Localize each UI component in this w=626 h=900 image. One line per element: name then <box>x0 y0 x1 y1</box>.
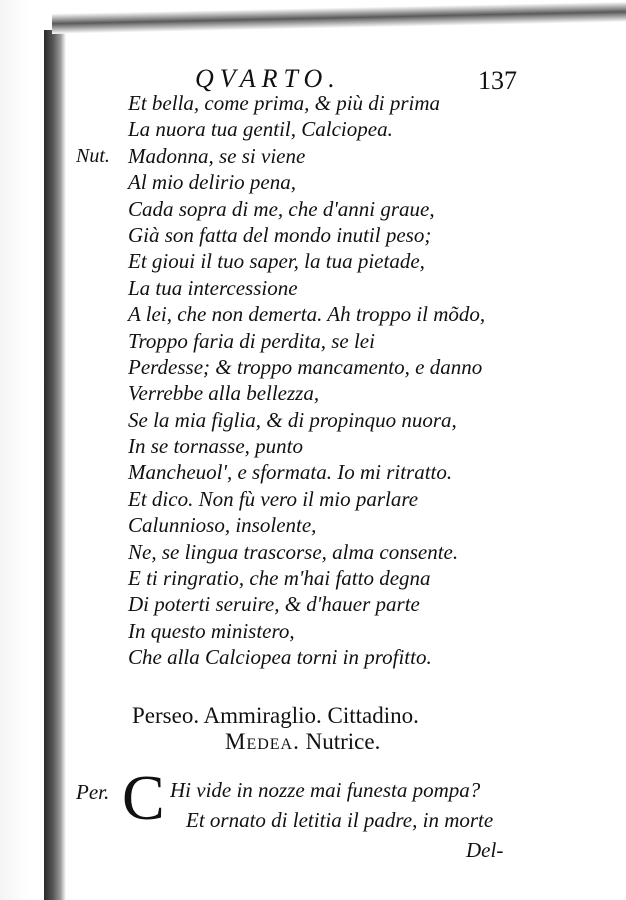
verse-text: E ti ringratio, che m'hai fatto degna <box>128 566 431 591</box>
verse-text: Perdesse; & troppo mancamento, e danno <box>128 354 483 379</box>
scene-line: Et ornato di letitia il padre, in morte <box>186 808 494 832</box>
verse-line <box>128 618 558 644</box>
verse-line <box>128 539 558 565</box>
verse-line <box>128 301 558 327</box>
drop-cap-initial: C <box>122 762 165 833</box>
verse-line <box>128 459 558 485</box>
verse-text: La tua intercessione <box>128 275 298 300</box>
verse-text: Ne, se lingua trascorse, alma consente. <box>128 539 459 564</box>
verse-line <box>128 433 558 459</box>
verse-text: Già son fatta del mondo inutil peso; <box>128 222 432 247</box>
running-title: QVARTO. <box>195 64 341 93</box>
verse-text: Cada sopra di me, che d'anni graue, <box>128 196 435 221</box>
verse-line <box>128 328 558 354</box>
verse-text: In questo ministero, <box>128 618 295 643</box>
verse-text: Al mio delirio pena, <box>128 170 296 195</box>
verse-text: Calunnioso, insolente, <box>128 513 317 538</box>
verse-line <box>128 169 558 195</box>
verse-line <box>128 407 558 433</box>
verse-text: Mancheuol', e sformata. Io mi ritratto. <box>128 460 453 485</box>
verse-line <box>76 143 558 169</box>
verse-line <box>128 380 558 406</box>
page-top-edge <box>52 0 626 34</box>
verse-text: La nuora tua gentil, Calciopea. <box>128 117 393 142</box>
cast-name-nutrice: Nutrice. <box>305 729 381 754</box>
verse-line <box>128 275 558 301</box>
verse-text: A lei, che non demerta. Ah troppo il mõdo, <box>128 302 486 327</box>
verse-text: Et dico. Non fù vero il mio parlare <box>128 486 419 511</box>
verse-line <box>128 248 558 274</box>
verse-text: Et gioui il tuo saper, la tua pietade, <box>128 249 425 274</box>
verse-line <box>128 486 558 512</box>
cast-list-line-1: Perseo. Ammiraglio. Cittadino. <box>132 703 419 728</box>
verse-block <box>76 90 558 671</box>
verse-text: Madonna, se si viene <box>128 143 306 168</box>
verse-line <box>128 591 558 617</box>
page-number: 137 <box>478 66 517 95</box>
page-gutter <box>0 0 48 900</box>
scene-line: Hi vide in nozze mai funesta pompa? <box>170 778 481 802</box>
catchword: Del- <box>466 838 504 862</box>
scene-opening <box>0 762 626 868</box>
verse-line <box>128 644 558 670</box>
speaker-label: Nut. <box>76 144 110 167</box>
verse-line <box>128 222 558 248</box>
verse-line <box>128 196 558 222</box>
verse-line <box>128 512 558 538</box>
verse-text: Et bella, come prima, & più di prima <box>128 91 441 115</box>
verse-text: Che alla Calciopea torni in profitto. <box>128 645 432 670</box>
verse-text: In se tornasse, punto <box>128 434 303 459</box>
verse-line <box>128 116 558 142</box>
verse-text: Verrebbe alla bellezza, <box>128 381 320 406</box>
verse-line <box>128 90 558 116</box>
cast-list-line-2 <box>225 729 525 755</box>
verse-text: Di poterti seruire, & d'hauer parte <box>128 592 420 617</box>
verse-text: Se la mia figlia, & di propinquo nuora, <box>128 407 457 432</box>
cast-name-medea: Medea. <box>225 729 300 754</box>
speaker-label: Per. <box>76 780 110 804</box>
verse-line <box>128 565 558 591</box>
verse-text: Troppo faria di perdita, se lei <box>128 328 375 353</box>
verse-line <box>128 354 558 380</box>
